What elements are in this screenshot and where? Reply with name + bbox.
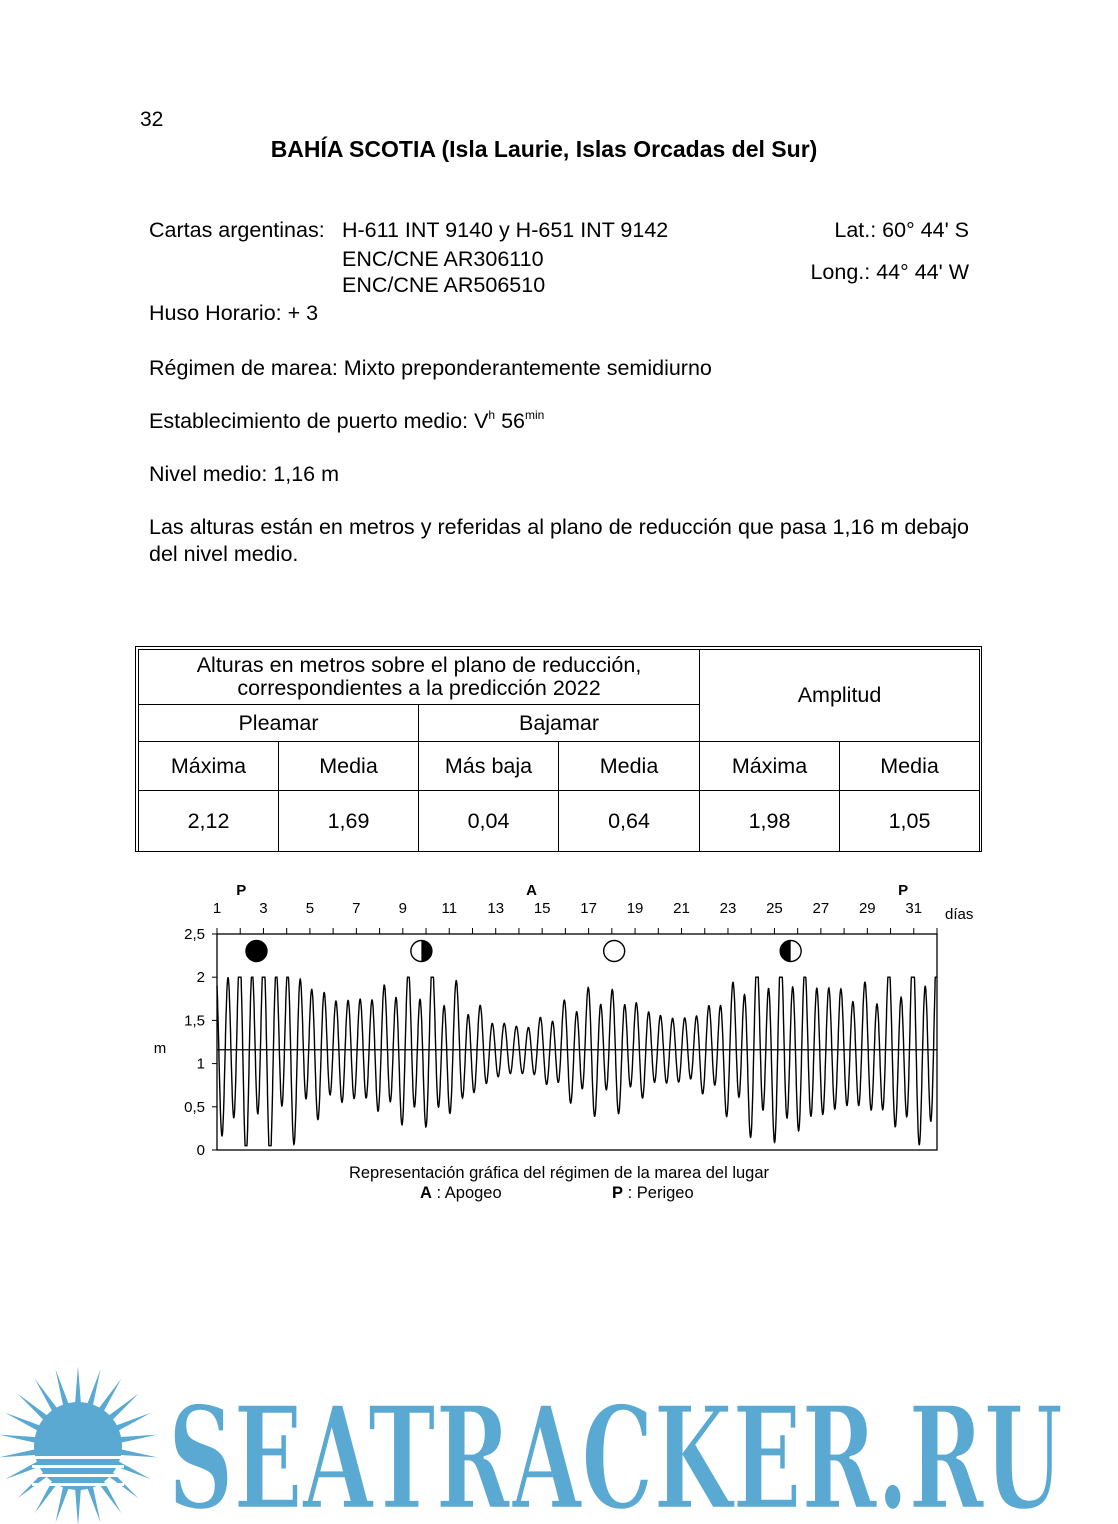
time-zone: Huso Horario: + 3 bbox=[149, 301, 319, 325]
value-cell: 1,98 bbox=[700, 791, 840, 852]
x-tick-label: 13 bbox=[487, 900, 505, 917]
page-title: BAHÍA SCOTIA (Isla Laurie, Islas Orcadas del Sur) bbox=[270, 136, 818, 162]
new-moon-icon bbox=[246, 941, 267, 962]
sun-stripe bbox=[32, 1456, 124, 1459]
legend-p-letter: P bbox=[612, 1184, 624, 1202]
subheader-cell: Más baja bbox=[419, 742, 559, 791]
mean-level: Nivel medio: 1,16 m bbox=[149, 462, 339, 486]
value-cell: 0,64 bbox=[559, 791, 700, 852]
sun-stripe bbox=[32, 1465, 124, 1468]
heights-table bbox=[138, 649, 980, 852]
legend-a-letter: A bbox=[420, 1184, 432, 1202]
legend-p-text: : Perigeo bbox=[623, 1184, 694, 1202]
subheader-cell: Máxima bbox=[700, 742, 840, 791]
x-tick-label: 23 bbox=[719, 900, 737, 917]
tide-series-line bbox=[217, 977, 937, 1145]
subheader-cell: Media bbox=[279, 742, 419, 791]
x-tick-label: 21 bbox=[673, 900, 690, 917]
full-moon-icon bbox=[604, 941, 625, 962]
x-tick-label: 9 bbox=[398, 900, 407, 917]
tide-regime: Régimen de marea: Mixto preponderantemente semidiurno bbox=[149, 356, 712, 380]
perigee-apogee-marker: P bbox=[898, 882, 909, 899]
value-cell: 0,04 bbox=[419, 791, 559, 852]
establishment-minute-unit: min bbox=[525, 408, 545, 422]
x-tick-label: 5 bbox=[305, 900, 315, 917]
port-establishment bbox=[149, 408, 544, 434]
first-quarter-icon bbox=[411, 941, 432, 962]
x-tick-label: 25 bbox=[766, 900, 783, 917]
perigee-apogee-marker: A bbox=[526, 882, 537, 899]
moon-shade bbox=[421, 941, 432, 962]
header-bajamar: Bajamar bbox=[419, 705, 700, 742]
establishment-minutes: 56 bbox=[495, 409, 525, 433]
establishment-label: Establecimiento de puerto medio: V bbox=[149, 409, 489, 433]
tide-chart bbox=[140, 875, 974, 1165]
table-header-line-2: correspondientes a la predicción 2022 bbox=[237, 676, 601, 700]
last-quarter-icon bbox=[780, 941, 801, 962]
x-tick-label: 19 bbox=[626, 900, 644, 917]
y-axis-label: m bbox=[153, 1040, 167, 1058]
x-tick-label: 7 bbox=[352, 900, 361, 917]
charts-label: Cartas argentinas: bbox=[149, 218, 325, 242]
x-tick-label: 27 bbox=[812, 900, 830, 917]
legend-a-text: : Apogeo bbox=[431, 1184, 502, 1202]
moon-shade bbox=[780, 941, 791, 962]
chart-caption: Representación gráfica del régimen de la marea del lugar bbox=[348, 1164, 770, 1182]
y-tick-label: 0 bbox=[196, 1142, 205, 1159]
x-tick-label: 11 bbox=[441, 900, 458, 917]
legend-perigeo bbox=[612, 1184, 694, 1203]
x-tick-label: 3 bbox=[259, 900, 268, 917]
x-axis-label: días bbox=[945, 906, 974, 923]
perigee-apogee-marker: P bbox=[236, 882, 247, 899]
charts-line-3: ENC/CNE AR506510 bbox=[342, 273, 546, 297]
plot-frame bbox=[217, 934, 937, 1150]
header-pleamar: Pleamar bbox=[139, 705, 419, 742]
page-number: 32 bbox=[140, 108, 164, 131]
subheader-cell: Máxima bbox=[139, 742, 279, 791]
sun-stripe bbox=[32, 1474, 124, 1477]
y-tick-label: 0,5 bbox=[184, 1098, 205, 1116]
y-tick-label: 1 bbox=[196, 1055, 205, 1073]
value-cell: 1,05 bbox=[840, 791, 980, 852]
x-tick-label: 15 bbox=[533, 900, 551, 917]
latitude: Lat.: 60° 44' S bbox=[834, 218, 969, 242]
subheader-cell: Media bbox=[559, 742, 700, 791]
x-tick-label: 31 bbox=[905, 900, 923, 917]
watermark-logo bbox=[0, 1368, 1080, 1524]
subheader-cell: Media bbox=[840, 742, 980, 791]
longitude: Long.: 44° 44' W bbox=[810, 260, 969, 284]
x-tick-label: 17 bbox=[580, 900, 597, 917]
x-tick-label: 1 bbox=[212, 900, 222, 917]
sun-stripe bbox=[32, 1483, 124, 1486]
y-tick-label: 2,5 bbox=[184, 926, 205, 943]
legend-apogeo bbox=[420, 1184, 502, 1203]
table-header bbox=[139, 650, 700, 705]
value-cell: 2,12 bbox=[139, 791, 279, 852]
heights-note: Las alturas están en metros y referidas al plano de reducción que pasa 1,16 m debajo del nivel medio. bbox=[149, 515, 969, 566]
establishment-hour-unit: h bbox=[488, 408, 496, 422]
y-tick-label: 2 bbox=[196, 969, 205, 987]
charts-line-1: H-611 INT 9140 y H-651 INT 9142 bbox=[342, 218, 669, 242]
header-amplitud: Amplitud bbox=[700, 650, 980, 742]
charts-line-2: ENC/CNE AR306110 bbox=[342, 247, 544, 271]
table-header-line-1: Alturas en metros sobre el plano de reducción, bbox=[196, 653, 642, 677]
x-tick-label: 29 bbox=[858, 900, 876, 917]
value-cell: 1,69 bbox=[279, 791, 419, 852]
watermark-text: SEATRACKER.RU bbox=[168, 1376, 1063, 1524]
y-tick-label: 1,5 bbox=[184, 1012, 205, 1030]
sun-icon bbox=[0, 1366, 157, 1524]
